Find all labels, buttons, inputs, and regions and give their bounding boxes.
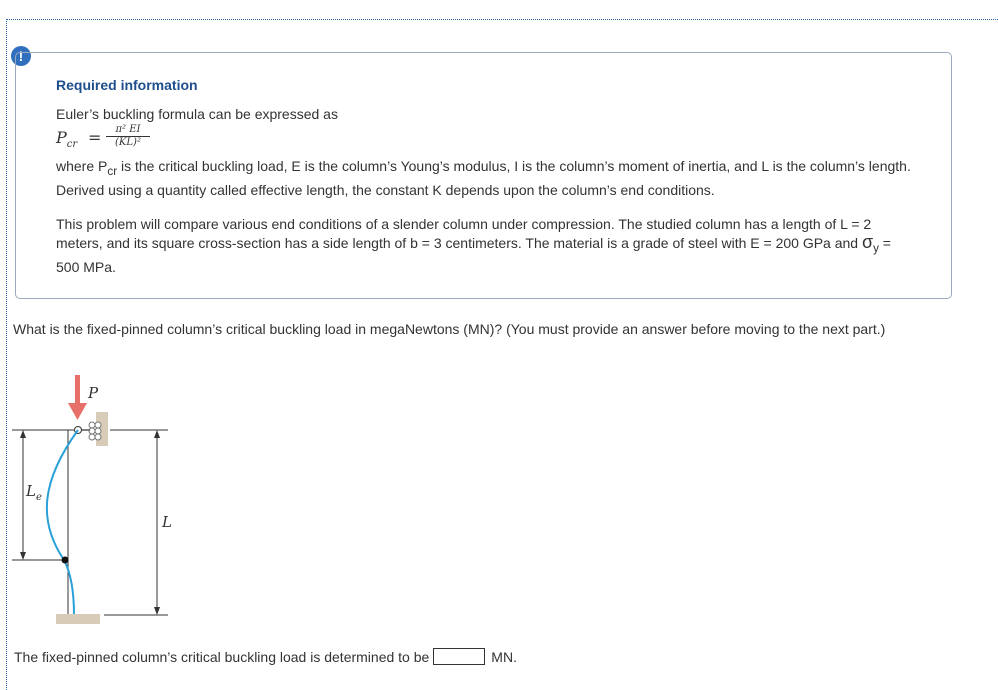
question-text: What is the fixed-pinned column’s critical buckling load in megaNewtons (MN)? (You must provide an answer before moving to the next part.) <box>13 321 886 337</box>
load-label: P <box>88 384 99 402</box>
answer-input[interactable] <box>433 648 485 665</box>
problem-statement: This problem will compare various end conditions of a slender column under compression. The studied column has a length of L = 2 meters, and its square cross-section has a side length of b = 3 centimeters. The material is a grade of steel with E = 200 GPa and $\sigma_y = 500$ MPa. <box>56 216 891 275</box>
frame-left-border <box>6 19 7 690</box>
frame-top-border <box>6 19 998 20</box>
roller-icon <box>89 422 101 440</box>
buckled-column <box>47 430 78 615</box>
load-arrow-icon <box>68 375 87 420</box>
fixed-base <box>56 614 100 624</box>
answer-prefix: The fixed-pinned column’s critical buckling load is determined to be <box>14 648 430 665</box>
where-description: where $P_{cr}$ is the critical buckling load, E is the column’s Young’s modulus, I is the column’s moment of inertia, and L is the column’s length. Derived using a quantity called effective length, the constant K depends upon the column’s end conditions. <box>56 158 911 198</box>
length-label: L <box>162 513 172 531</box>
intro-text: Euler’s buckling formula can be expressed as <box>56 106 338 122</box>
column-diagram <box>12 370 182 630</box>
required-info-title: Required information <box>56 77 198 93</box>
answer-row <box>14 648 517 665</box>
inflection-point <box>62 557 69 564</box>
exclamation-icon: ! <box>11 46 31 66</box>
effective-length-label: $L_e$ <box>26 482 42 503</box>
answer-unit: MN. <box>491 648 517 665</box>
